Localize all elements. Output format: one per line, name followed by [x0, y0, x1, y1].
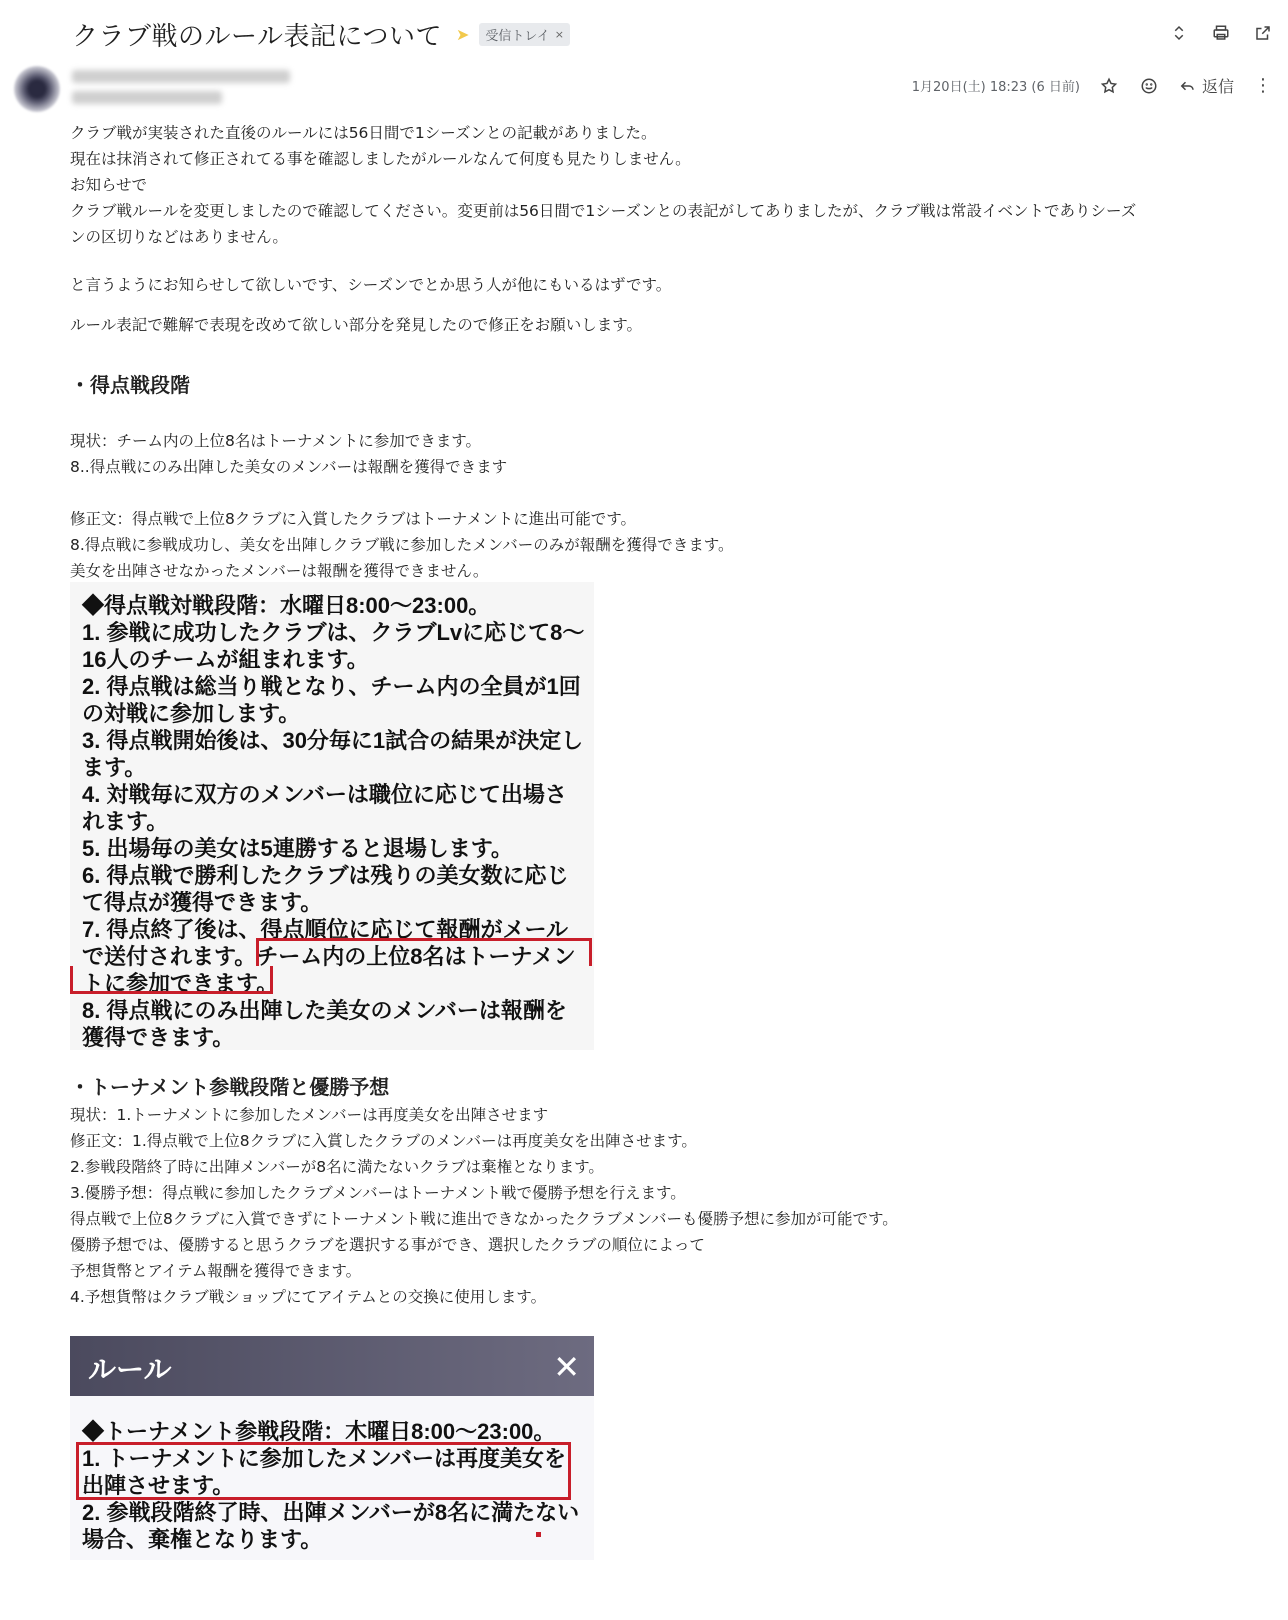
image-line: ◆得点戦対戦段階：水曜日8:00〜23:00。: [82, 593, 491, 618]
sender-name-blurred: [72, 70, 290, 83]
open-new-window-icon[interactable]: [1252, 22, 1274, 44]
image-line: 8. 得点戦にのみ出陣した美女のメンバーは報酬を: [82, 998, 567, 1023]
importance-marker-icon[interactable]: ➤: [455, 24, 470, 44]
body-line: 優勝予想では、優勝すると思うクラブを選択する事ができ、選択したクラブの順位によって: [70, 1236, 705, 1254]
red-highlight-box: [70, 966, 273, 994]
message-date: 1月20日(土) 18:23 (6 日前): [911, 80, 1080, 95]
message-body: [70, 120, 1240, 584]
image-line: の対戦に参加します。: [82, 701, 301, 726]
remove-label-icon[interactable]: ×: [554, 27, 564, 41]
more-options-icon[interactable]: ⋮: [1254, 75, 1272, 96]
email-subject: クラブ戦のルール表記について: [72, 21, 442, 52]
image-line: れます。: [82, 809, 169, 834]
red-dot: [536, 1532, 541, 1537]
image-line: 獲得できます。: [82, 1025, 235, 1050]
inbox-label-chip[interactable]: [479, 23, 570, 46]
image-line: 3. 得点戦開始後は、30分毎に1試合の結果が決定し: [82, 728, 584, 753]
section-heading: ・得点戦段階: [70, 373, 190, 397]
image-line: ます。: [82, 755, 147, 780]
body-line: 修正文：得点戦で上位8クラブに入賞したクラブはトーナメントに進出可能です。: [70, 510, 637, 528]
image-line: 7. 得点終了後は、得点順位に応じて報酬がメール: [82, 917, 569, 942]
sender-avatar[interactable]: [14, 66, 60, 112]
body-line: 2.参戦段階終了時に出陣メンバーが8名に満たないクラブは棄権となります。: [70, 1158, 604, 1176]
section-heading: ・トーナメント参戦段階と優勝予想: [70, 1075, 390, 1099]
body-line: ルール表記で難解で表現を改めて欲しい部分を発見したので修正をお願いします。: [70, 316, 642, 334]
image-line: 場合、棄権となります。: [82, 1527, 323, 1552]
image-line: ◆トーナメント参戦段階：木曜日8:00〜23:00。: [82, 1419, 556, 1444]
body-line: ンの区切りなどはありません。: [70, 228, 288, 246]
sender-info-blurred: [72, 70, 290, 112]
reply-icon: [1178, 77, 1196, 95]
body-line: 3.優勝予想：得点戦に参加したクラブメンバーはトーナメント戦で優勝予想を行えます。: [70, 1184, 686, 1202]
body-line: 4.予想貨幣はクラブ戦ショップにてアイテムとの交換に使用します。: [70, 1288, 547, 1306]
image-line: 2. 得点戦は総当り戦となり、チーム内の全員が1回: [82, 674, 581, 699]
image-line: 出陣させます。: [82, 1473, 235, 1498]
red-highlight-box: [256, 938, 592, 966]
expand-collapse-icon[interactable]: [1168, 22, 1190, 44]
embedded-rule-image-1[interactable]: [70, 582, 594, 1050]
image-line: 1. 参戦に成功したクラブは、クラブLvに応じて8〜: [82, 620, 585, 645]
image-line: 4. 対戦毎に双方のメンバーは職位に応じて出場さ: [82, 782, 567, 807]
body-line: と言うようにお知らせして欲しいです、シーズンでとか思う人が他にもいるはずです。: [70, 276, 672, 294]
image-line: て得点が獲得できます。: [82, 890, 323, 915]
image2-title: ルール: [88, 1354, 172, 1385]
body-line: 8.得点戦に参戦成功し、美女を出陣しクラブ戦に参加したメンバーのみが報酬を獲得できます。: [70, 536, 734, 554]
image-line: で送付されます。チーム内の上位8名はトーナメン: [82, 944, 576, 969]
top-actions: [1168, 22, 1274, 44]
red-highlight-box: [76, 1442, 571, 1500]
embedded-rule-image-2[interactable]: [70, 1336, 594, 1560]
body-line: 予想貨幣とアイテム報酬を獲得できます。: [70, 1262, 362, 1280]
body-line: 現在は抹消されて修正されてる事を確認しましたがルールなんて何度も見たりしません。: [70, 150, 691, 168]
body-line: 現状：1.トーナメントに参加したメンバーは再度美女を出陣させます: [70, 1106, 549, 1124]
body-line: クラブ戦が実装された直後のルールには56日間で1シーズンとの記載がありました。: [70, 124, 657, 142]
message-meta: [912, 74, 1274, 97]
image-line: 2. 参戦段階終了時、出陣メンバーが8名に満たない: [82, 1500, 580, 1525]
body-line: 現状：チーム内の上位8名はトーナメントに参加できます。: [70, 432, 482, 450]
reply-button[interactable]: [1178, 74, 1234, 97]
sender-address-blurred: [72, 91, 222, 104]
body-line: 修正文：1.得点戦で上位8クラブに入賞したクラブのメンバーは再度美女を出陣させます。: [70, 1132, 697, 1150]
image-line: 16人のチームが組まれます。: [82, 647, 369, 672]
image-line: 6. 得点戦で勝利したクラブは残りの美女数に応じ: [82, 863, 569, 888]
image-line: 1. トーナメントに参加したメンバーは再度美女を: [82, 1446, 567, 1471]
reply-label: 返信: [1201, 77, 1234, 96]
subject-row: [72, 14, 570, 54]
body-line: 美女を出陣させなかったメンバーは報酬を獲得できません。: [70, 562, 489, 580]
message-body-section2: [70, 1072, 1240, 1310]
image-line: トに参加できます。: [82, 971, 279, 996]
close-icon: ✕: [553, 1348, 580, 1386]
star-icon[interactable]: [1098, 75, 1120, 97]
body-line: 得点戦で上位8クラブに入賞できずにトーナメント戦に進出できなかったクラブメンバーも優勝予想に参加が可能です。: [70, 1210, 898, 1228]
image2-header: [70, 1336, 594, 1396]
body-line: 8..得点戦にのみ出陣した美女のメンバーは報酬を獲得できます: [70, 458, 508, 476]
body-line: お知らせで: [70, 176, 148, 194]
emoji-reaction-icon[interactable]: [1138, 75, 1160, 97]
print-icon[interactable]: [1210, 22, 1232, 44]
image-line: 5. 出場毎の美女は5連勝すると退場します。: [82, 836, 513, 861]
body-line: クラブ戦ルールを変更しましたので確認してください。変更前は56日間で1シーズンとの表記がしてありましたが、クラブ戦は常設イベントでありシーズ: [70, 202, 1137, 220]
label-text: 受信トレイ: [485, 28, 550, 44]
